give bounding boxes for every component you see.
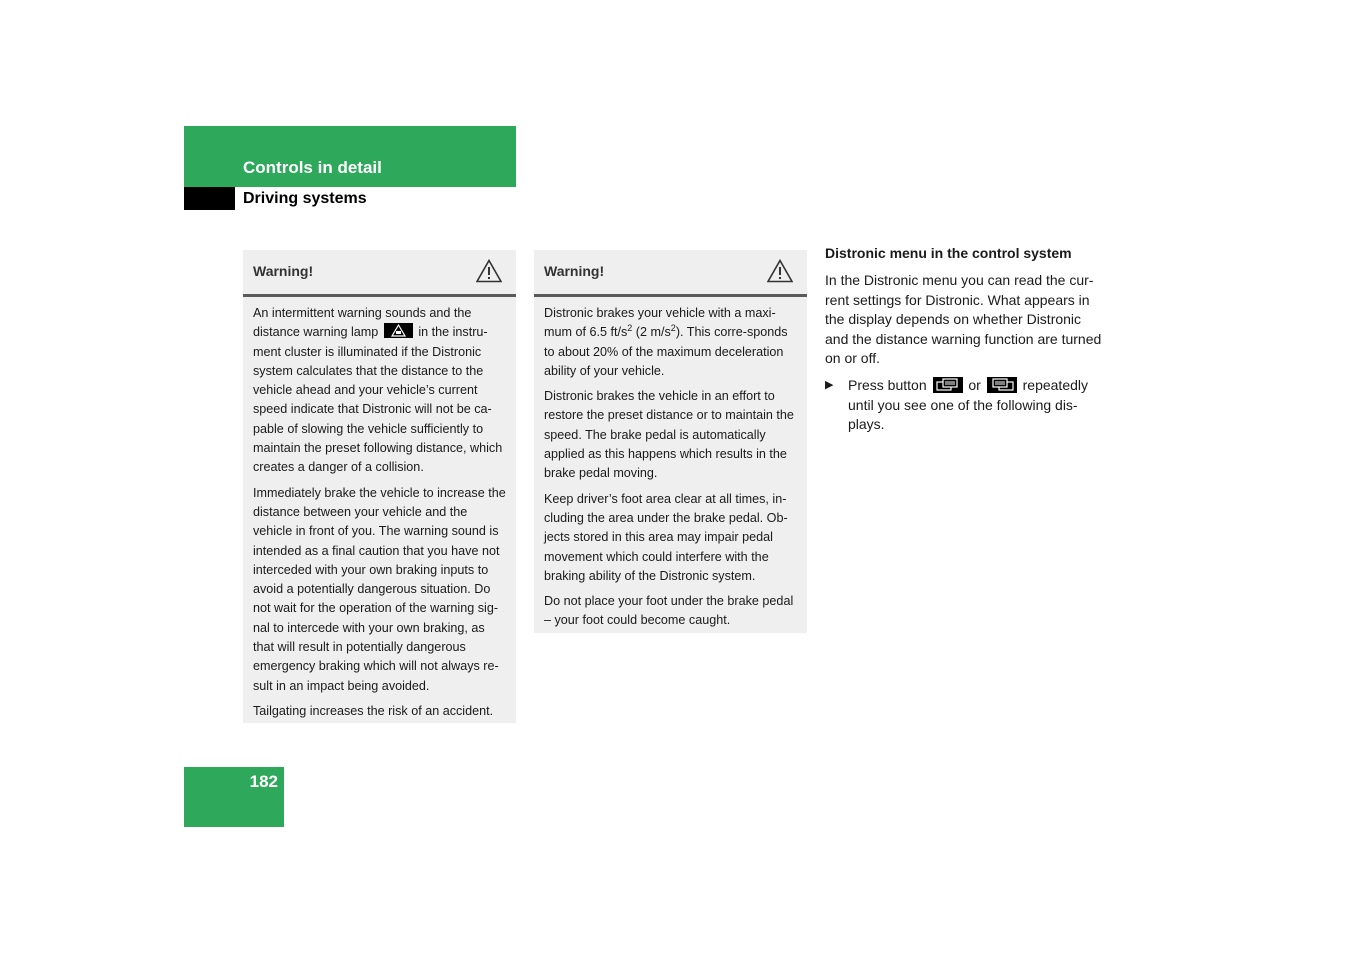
next-display-button-icon [987,377,1017,393]
warning-label: Warning! [253,263,314,279]
warning-box-left [243,250,516,723]
warning-paragraph: Immediately brake the vehicle to increase the distance between your vehicle and the vehicle in front of you. The warning sound is intended as a final caution that you have not interceded with your own braking inputs to avoid a potentially dangerous situation. Do not wait for the operation of the warning sig-nal to intercede with your own braking, as that will result in potentially dangerous emergency braking which will not always re-sult in an impact being avoided. [253,485,506,693]
section-title: Controls in detail [243,158,382,177]
warning-paragraph [544,304,798,381]
section-tab-marker [184,187,235,210]
warning-paragraph: Do not place your foot under the brake pedal – your foot could become caught. [544,594,794,628]
distronic-menu-section [825,244,1105,435]
warning-label: Warning! [544,263,605,279]
bullet-arrow-icon: ▶ [825,379,834,392]
warning-header [243,250,516,297]
superscript: 2 [670,323,676,334]
previous-display-button-icon [933,377,963,393]
warning-paragraph [253,304,507,478]
step-text: repeatedly until you see one of the following dis-plays. [848,377,1089,433]
intro-paragraph: In the Distronic menu you can read the cur-rent settings for Distronic. What appears in the display depends on whether Distronic and the distance warning function are turned on or off. [825,272,1102,367]
page-number: 182 [249,772,278,791]
warning-triangle-icon [476,259,502,283]
warning-paragraph: Tailgating increases the risk of an accident. [253,703,494,718]
warning-text: An intermittent warning sounds and the distance warning lamp [253,306,472,340]
step-text: or [968,377,981,394]
warning-triangle-icon [767,259,793,283]
instruction-step [825,376,1105,434]
warning-text: Distronic brakes your vehicle with a maxi-mum of 6.5 ft/s [544,306,776,340]
subsection-title: Driving systems [243,190,367,207]
superscript: 2 [627,323,633,334]
warning-paragraph: Keep driver’s foot area clear at all times, in-cluding the area under the brake pedal. Ob-jects stored in this area may impair pedal movement which could interfere with the braking ability of the Distronic system. [544,491,788,583]
warning-box-middle [534,250,807,633]
warning-paragraph: Distronic brakes the vehicle in an effort to restore the preset distance or to maintain the speed. The brake pedal is automatically applied as this happens which results in the brake pedal moving. [544,389,794,481]
section-heading: Distronic menu in the control system [825,245,1072,261]
step-text: Press button [848,377,927,394]
warning-header [534,250,807,297]
warning-text: ). This corre-sponds to about 20% of the maximum deceleration ability of your vehicle. [544,325,788,378]
page-number-box [184,767,284,827]
distance-warning-lamp-icon [384,323,413,338]
warning-text: (2 m/s [632,325,671,340]
warning-text: in the instru-ment cluster is illuminated if the Distronic system calculates that the distance to the vehicle ahead and your vehicle’s current speed indicate that Distronic will not be ca-pable of slowing the vehicle sufficiently to maintain the preset following distance, which creates a danger of a collision. [253,325,503,475]
